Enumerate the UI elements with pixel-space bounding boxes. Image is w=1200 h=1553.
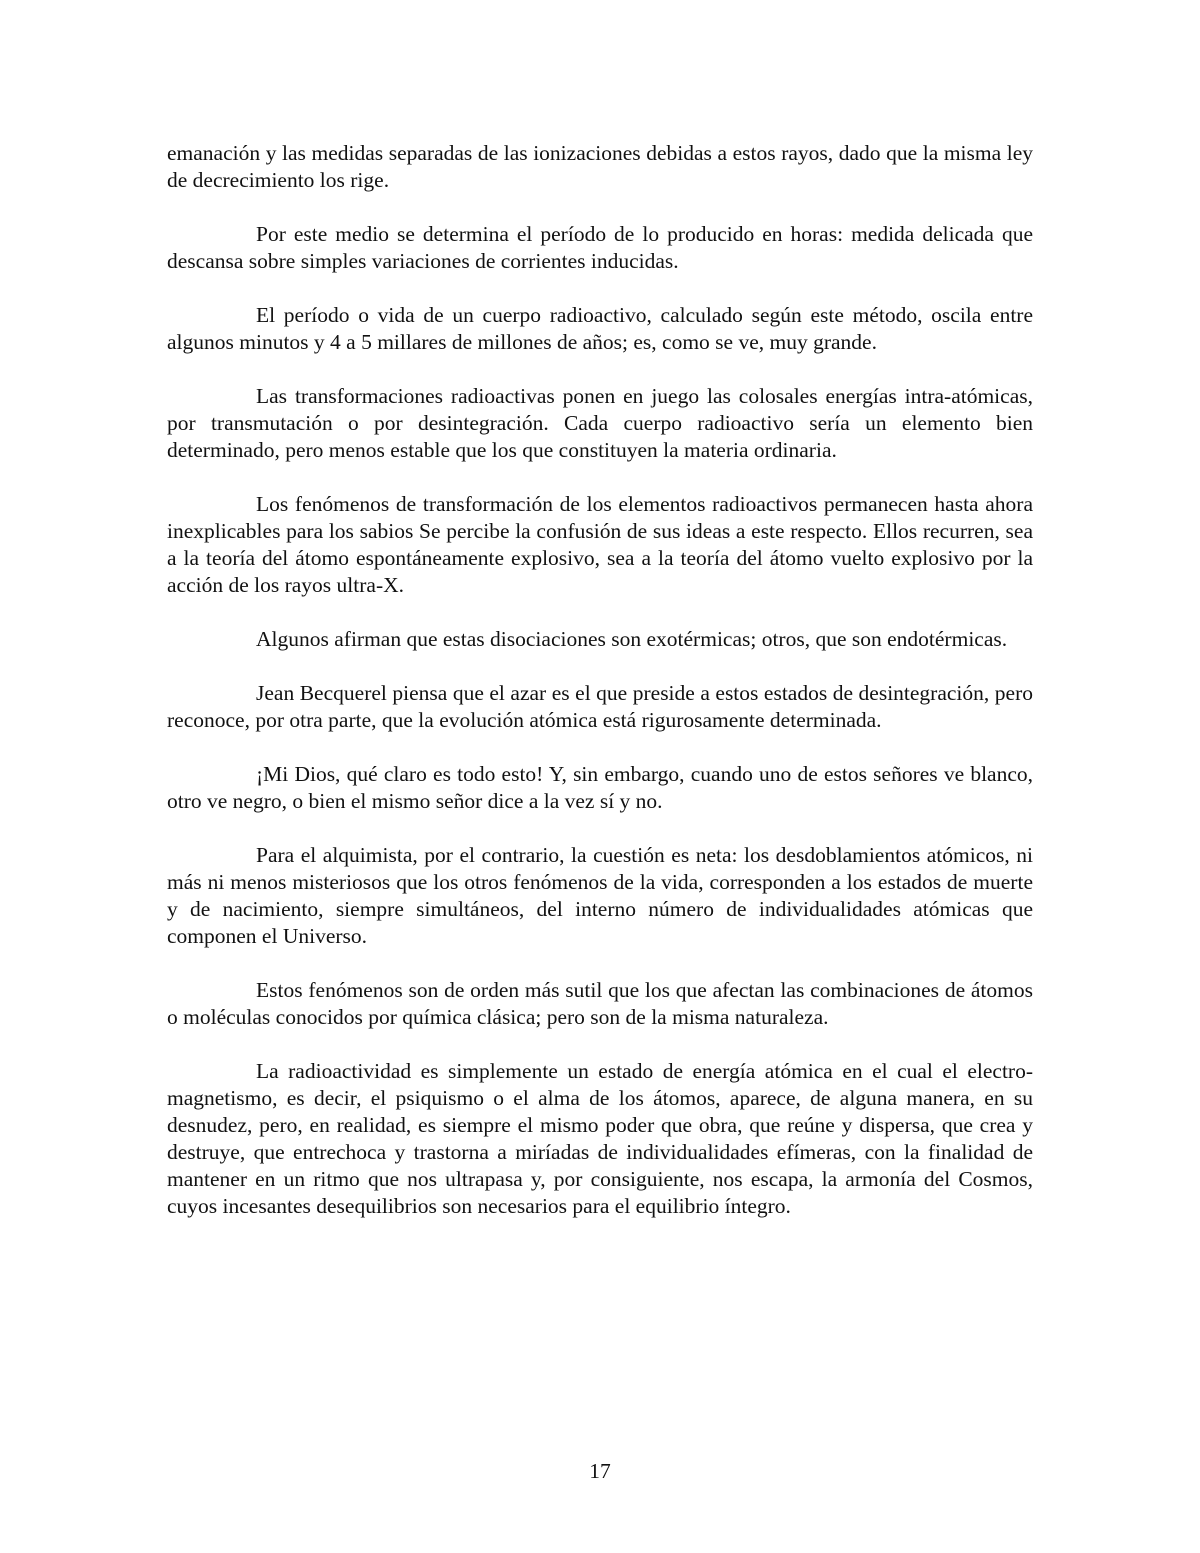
paragraph: ¡Mi Dios, qué claro es todo esto! Y, sin embargo, cuando uno de estos señores ve blanco, otro ve negro, o bien el mismo señor dice a la vez sí y no. [167, 762, 1033, 813]
paragraph: Por este medio se determina el período de lo producido en horas: medida delicada que descansa sobre simples variaciones de corrientes inducidas. [167, 222, 1033, 273]
paragraph: Los fenómenos de transformación de los elementos radioactivos permanecen hasta ahora inexplicables para los sabios Se percibe la confusión de sus ideas a este respecto. Ellos recurren, sea a la teoría del átomo espontáneamente explosivo, sea a la teoría del átomo vuelto explosivo por la acción de los rayos ultra-X. [167, 492, 1033, 597]
paragraph: Para el alquimista, por el contrario, la cuestión es neta: los desdoblamientos atómicos, ni más ni menos misteriosos que los otros fenómenos de la vida, corresponden a los estados de muerte y de nacimiento, siempre simultáneos, del interno número de individualidades atómicas que componen el Universo. [167, 843, 1033, 948]
paragraph: La radioactividad es simplemente un estado de energía atómica en el cual el electro-magnetismo, es decir, el psiquismo o el alma de los átomos, aparece, de alguna manera, en su desnudez, pero, en realidad, es siempre el mismo poder que obra, que reúne y dispersa, que crea y destruye, que entrechoca y trastorna a miríadas de individualidades efímeras, con la finalidad de mantener en un ritmo que nos ultrapasa y, por consiguiente, nos escapa, la armonía del Cosmos, cuyos incesantes desequilibrios son necesarios para el equilibrio íntegro. [167, 1059, 1033, 1218]
body-text [167, 140, 1033, 1220]
paragraph: Jean Becquerel piensa que el azar es el que preside a estos estados de desintegración, pero reconoce, por otra parte, que la evolución atómica está rigurosamente determinada. [167, 681, 1033, 732]
paragraph-continuation: emanación y las medidas separadas de las ionizaciones debidas a estos rayos, dado que la misma ley de decrecimiento los rige. [167, 141, 1033, 192]
page-number: 17 [589, 1459, 611, 1483]
paragraph: Algunos afirman que estas disociaciones son exotérmicas; otros, que son endotérmicas. [256, 627, 1008, 651]
paragraph: El período o vida de un cuerpo radioactivo, calculado según este método, oscila entre algunos minutos y 4 a 5 millares de millones de años; es, como se ve, muy grande. [167, 303, 1033, 354]
paragraph: Estos fenómenos son de orden más sutil que los que afectan las combinaciones de átomos o moléculas conocidos por química clásica; pero son de la misma naturaleza. [167, 978, 1033, 1029]
paragraph: Las transformaciones radioactivas ponen en juego las colosales energías intra-atómicas, por transmutación o por desintegración. Cada cuerpo radioactivo sería un elemento bien determinado, pero menos estable que los que constituyen la materia ordinaria. [167, 384, 1033, 462]
